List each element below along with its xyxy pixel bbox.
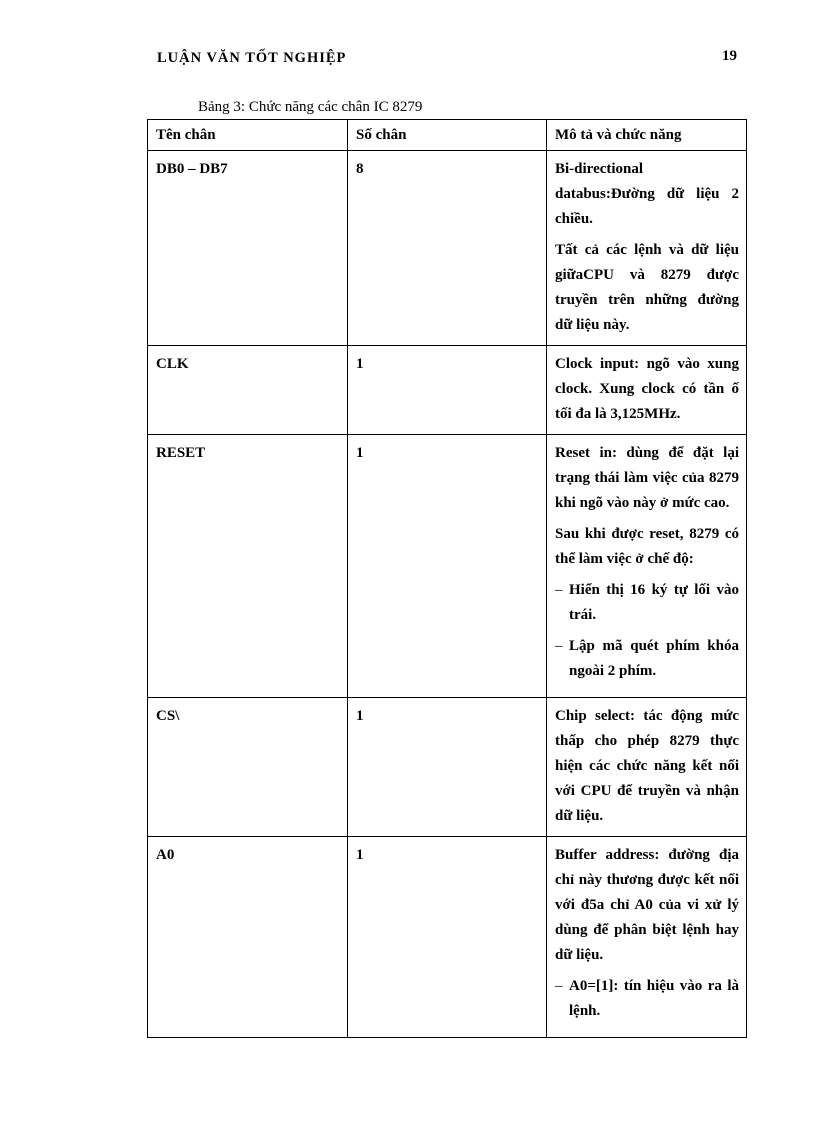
pin-description-cell <box>547 151 747 346</box>
description-paragraph: Tất cả các lệnh và dữ liệu giữaCPU và 8279 được truyền trên những đường dữ liệu này. <box>555 242 739 333</box>
bullet-text: A0=[1]: tín hiệu vào ra là lệnh. <box>569 978 739 1019</box>
pin-name-cell: CLK <box>148 346 348 435</box>
pin-description-cell <box>547 837 747 1038</box>
table-row <box>148 698 747 837</box>
dash-bullet-icon: – <box>555 978 563 994</box>
table-caption: Bảng 3: Chức năng các chân IC 8279 <box>198 99 423 115</box>
pin-description-cell <box>547 435 747 698</box>
header-pin-number: Số chân <box>348 120 547 151</box>
pin-name-cell: CS\ <box>148 698 348 837</box>
pin-number-cell: 1 <box>348 837 547 1038</box>
description-bullet-item <box>555 634 739 684</box>
description-paragraph: Sau khi được reset, 8279 có thể làm việc ở chế độ: <box>555 526 739 567</box>
description-paragraph: Chip select: tác động mức thấp cho phép 8279 thực hiện các chức năng kết nối với CPU để truyền và nhận dữ liệu. <box>555 708 739 824</box>
description-paragraph: Clock input: ngõ vào xung clock. Xung clock có tần ố tối đa là 3,125MHz. <box>555 356 739 422</box>
table-header-row <box>148 120 747 151</box>
pin-function-table <box>147 119 747 1038</box>
description-bullet-list <box>555 578 739 684</box>
description-paragraph: Bi-directional databus:Đường dữ liệu 2 chiều. <box>555 161 739 227</box>
description-paragraph: Buffer address: đường địa chỉ này thương được kết nối với đ5a chỉ A0 của vi xử lý dùng để phân biệt lệnh hay dữ liệu. <box>555 847 739 963</box>
pin-name-cell: DB0 – DB7 <box>148 151 348 346</box>
description-bullet-list <box>555 974 739 1024</box>
pin-name-cell: RESET <box>148 435 348 698</box>
pin-number-cell: 1 <box>348 435 547 698</box>
table-row <box>148 435 747 698</box>
header-description: Mô tả và chức năng <box>547 120 747 151</box>
dash-bullet-icon: – <box>555 582 563 598</box>
table-row <box>148 346 747 435</box>
table-row <box>148 837 747 1038</box>
pin-name-cell: A0 <box>148 837 348 1038</box>
pin-number-cell: 8 <box>348 151 547 346</box>
document-header-title: LUẬN VĂN TỐT NGHIỆP <box>157 50 347 66</box>
header-pin-name: Tên chân <box>148 120 348 151</box>
pin-description-cell <box>547 346 747 435</box>
bullet-text: Lập mã quét phím khóa ngoài 2 phím. <box>569 638 739 679</box>
description-bullet-item <box>555 974 739 1024</box>
pin-description-cell <box>547 698 747 837</box>
page-number: 19 <box>722 48 737 64</box>
bullet-text: Hiển thị 16 ký tự lối vào trái. <box>569 582 739 623</box>
dash-bullet-icon: – <box>555 638 563 654</box>
description-paragraph: Reset in: dùng để đặt lại trạng thái làm việc của 8279 khi ngõ vào này ở mức cao. <box>555 445 739 511</box>
description-bullet-item <box>555 578 739 628</box>
table-row <box>148 151 747 346</box>
pin-number-cell: 1 <box>348 698 547 837</box>
pin-number-cell: 1 <box>348 346 547 435</box>
